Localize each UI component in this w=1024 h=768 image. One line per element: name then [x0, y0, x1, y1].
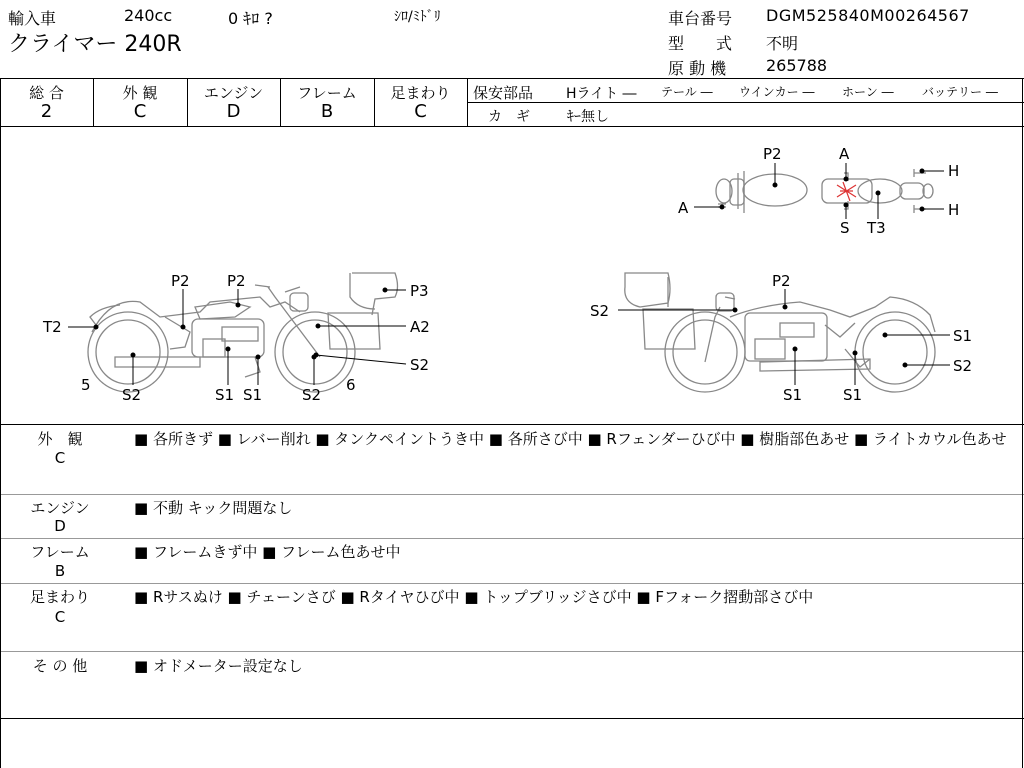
grade-overall-value: 2: [40, 101, 53, 122]
damage-diagram: [0, 127, 1024, 423]
section-engine-label: エンジン: [30, 499, 90, 517]
type-label: 型 式: [668, 34, 733, 53]
top-view-bike: [716, 169, 933, 213]
divider: [467, 102, 1024, 103]
left-label-p3: P3: [410, 282, 429, 300]
section-frame-text: ■ フレームきず中 ■ フレーム色あせ中: [134, 543, 401, 561]
left-label-s2b: S2: [122, 386, 142, 404]
left-label-s2c: S2: [302, 386, 322, 404]
import-label: 輸入車: [8, 9, 57, 28]
engine-no: 265788: [766, 56, 828, 75]
section-suspension-label: 足まわり: [29, 588, 90, 606]
grade-exterior-value: C: [133, 101, 147, 122]
right-label-p2: P2: [772, 272, 791, 290]
divider: [0, 583, 1024, 584]
left-label-s1b: S1: [243, 386, 263, 404]
right-label-s1: S1: [953, 327, 973, 345]
section-other-label: そ の 他: [32, 657, 88, 675]
model-name: クライマー 240R: [8, 32, 182, 57]
section-exterior-text: ■ 各所きず ■ レバー削れ ■ タンクペイントうき中 ■ 各所さび中 ■ Rフェンダーひび中 ■ 樹脂部色あせ ■ ライトカウル色あせ: [134, 430, 1007, 448]
divider: [0, 494, 1024, 495]
grade-engine-label: エンジン: [203, 84, 264, 102]
grade-suspension-label: 足まわり: [390, 84, 451, 102]
safety-horn: ホーン ―: [842, 85, 894, 99]
engine-no-label: 原 動 機: [668, 59, 727, 78]
divider: [0, 78, 1024, 79]
left-label-p2b: P2: [227, 272, 246, 290]
divider: [467, 78, 468, 126]
grade-suspension-value: C: [414, 101, 427, 122]
top-label-a2: A: [678, 199, 689, 217]
section-engine-text: ■ 不動 キック問題なし: [134, 499, 293, 517]
left-label-t2: T2: [43, 318, 62, 336]
frame-no: DGM525840M00264567: [766, 6, 970, 25]
top-label-s: S: [840, 219, 850, 237]
section-frame-grade: B: [54, 562, 66, 580]
top-label-h: H: [948, 162, 960, 180]
divider: [0, 718, 1024, 719]
left-label-5: 5: [81, 376, 91, 394]
divider: [0, 651, 1024, 652]
section-engine-grade: D: [54, 517, 66, 535]
top-label-p2: P2: [763, 145, 782, 163]
left-label-6: 6: [346, 376, 356, 394]
left-side-bike: [88, 273, 398, 392]
section-exterior-label: 外 観: [37, 430, 83, 448]
mileage: 0 ｷﾛ ?: [228, 9, 273, 28]
top-label-t3: T3: [867, 219, 886, 237]
safety-label: 保安部品: [473, 84, 534, 102]
section-frame-label: フレーム: [30, 543, 90, 561]
frame-no-label: 車台番号: [668, 9, 733, 28]
section-suspension-text: ■ Rサスぬけ ■ チェーンさび ■ Rタイヤひび中 ■ トップブリッジさび中 ■ Fフォーク摺動部さび中: [134, 588, 814, 606]
safety-headlight: Hライト ―: [566, 86, 637, 102]
section-other-text: ■ オドメーター設定なし: [134, 657, 303, 675]
key-value: ｷｰ無し: [567, 109, 609, 125]
safety-battery: バッテリー ―: [922, 85, 998, 99]
right-label-s1b: S1: [783, 386, 803, 404]
key-label: カ ギ: [488, 109, 530, 125]
right-side-bike: [625, 273, 935, 392]
damage-mark: [837, 182, 856, 201]
grade-exterior-label: 外 観: [122, 84, 158, 102]
right-label-s2: S2: [590, 302, 610, 320]
divider: [0, 538, 1024, 539]
color: ｼﾛ/ﾐﾄﾞﾘ: [394, 9, 441, 25]
displacement: 240cc: [124, 6, 173, 25]
top-label-h2: H: [948, 201, 960, 219]
type-value: 不明: [766, 34, 799, 53]
right-label-s2b: S2: [953, 357, 973, 375]
top-label-a: A: [839, 145, 850, 163]
left-label-s1: S1: [215, 386, 235, 404]
safety-tail: テール ―: [661, 85, 713, 99]
grade-frame-label: フレーム: [297, 84, 357, 102]
section-suspension-grade: C: [54, 608, 66, 626]
right-label-s1c: S1: [843, 386, 863, 404]
left-label-p2: P2: [171, 272, 190, 290]
grade-engine-value: D: [226, 101, 241, 122]
divider: [0, 424, 1024, 425]
grade-overall-label: 総 合: [29, 84, 64, 102]
grade-frame-value: B: [320, 101, 334, 122]
section-exterior-grade: C: [54, 449, 66, 467]
left-label-s2: S2: [410, 356, 430, 374]
left-label-a2: A2: [410, 318, 430, 336]
safety-winker: ウインカー ―: [739, 85, 815, 99]
